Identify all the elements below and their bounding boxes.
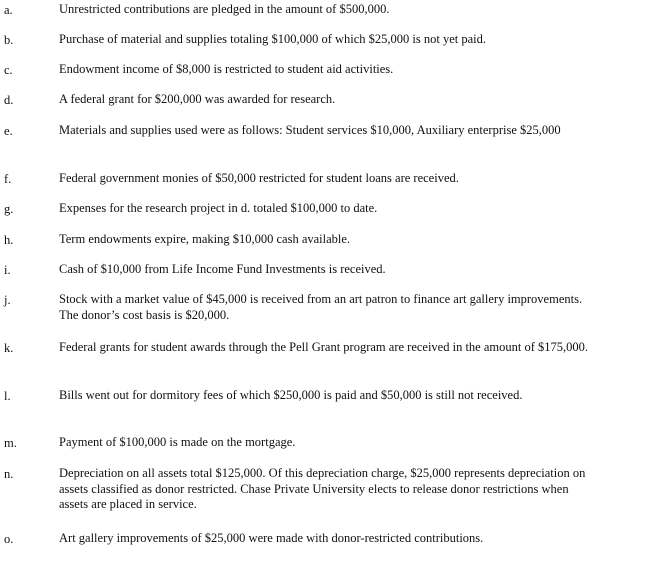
item-letter: b. — [4, 33, 14, 47]
item-letter: j. — [4, 293, 11, 307]
item-text: Depreciation on all assets total $125,000. Of this depreciation charge, $25,000 represents depreciation on assets classified as donor restricted. Chase Private University elects to release donor restrictions when assets are placed in service. — [59, 466, 586, 511]
item-letter: k. — [4, 341, 14, 355]
item-letter: h. — [4, 233, 14, 247]
item-text: Materials and supplies used were as follows: Student services $10,000, Auxiliary enterprise $25,000 — [59, 123, 561, 137]
item-text: Stock with a market value of $45,000 is received from an art patron to finance art gallery improvements. The donor’s cost basis is $20,000. — [59, 292, 583, 322]
item-letter: l. — [4, 389, 11, 403]
item-letter: i. — [4, 263, 11, 277]
item-letter: d. — [4, 93, 14, 107]
item-text: Unrestricted contributions are pledged in the amount of $500,000. — [59, 2, 390, 16]
item-letter: e. — [4, 124, 13, 138]
item-text: Payment of $100,000 is made on the mortgage. — [59, 435, 296, 449]
item-letter: m. — [4, 436, 17, 450]
item-text: Term endowments expire, making $10,000 cash available. — [59, 232, 351, 246]
item-text: Cash of $10,000 from Life Income Fund Investments is received. — [59, 262, 386, 276]
item-text: Art gallery improvements of $25,000 were made with donor-restricted contributions. — [59, 531, 484, 545]
item-text: Endowment income of $8,000 is restricted to student aid activities. — [59, 62, 394, 76]
item-letter: c. — [4, 63, 13, 77]
item-letter: a. — [4, 3, 13, 17]
item-text: Federal grants for student awards through the Pell Grant program are received in the amount of $175,000. — [59, 340, 589, 354]
item-text: Expenses for the research project in d. totaled $100,000 to date. — [59, 201, 378, 215]
item-text: Bills went out for dormitory fees of which $250,000 is paid and $50,000 is still not received. — [59, 388, 523, 402]
item-letter: g. — [4, 202, 14, 216]
item-letter: n. — [4, 467, 14, 481]
item-letter: o. — [4, 532, 14, 546]
item-text: Federal government monies of $50,000 restricted for student loans are received. — [59, 171, 459, 185]
item-text: Purchase of material and supplies totaling $100,000 of which $25,000 is not yet paid. — [59, 32, 487, 46]
item-text: A federal grant for $200,000 was awarded for research. — [59, 92, 336, 106]
item-letter: f. — [4, 172, 12, 186]
